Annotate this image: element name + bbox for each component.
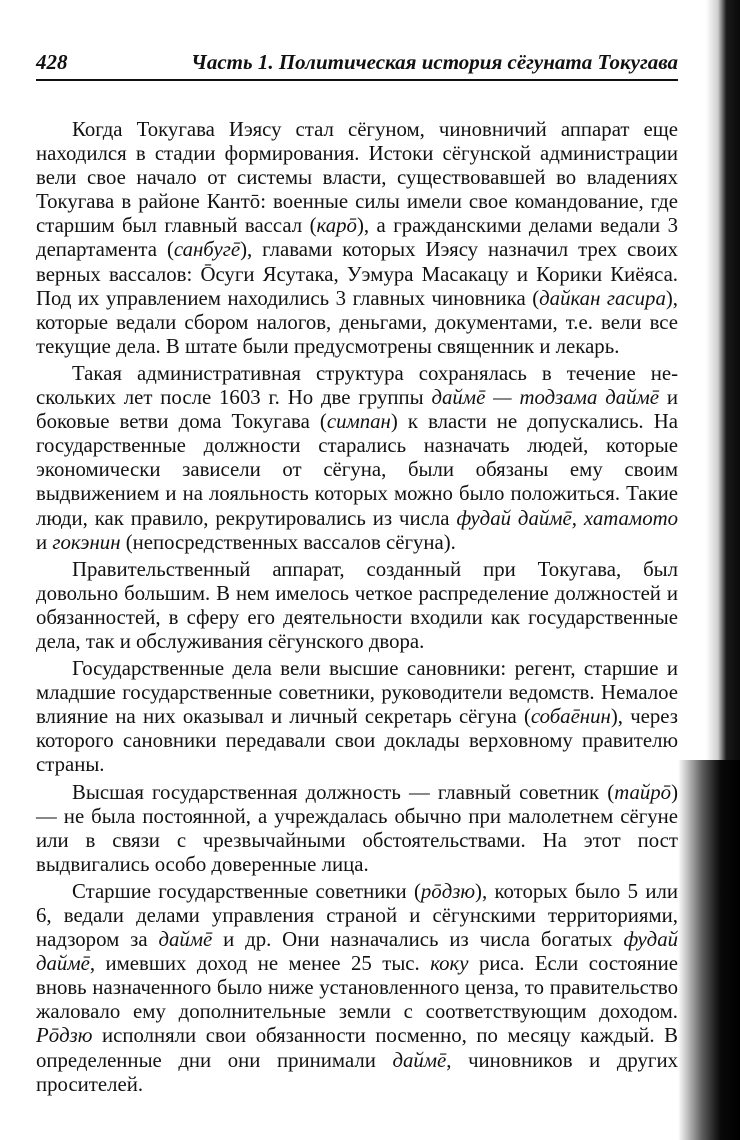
paragraph-3 <box>36 558 678 654</box>
text-run: (непосредственных вассалов сёгуна). <box>120 530 456 554</box>
page-number: 428 <box>36 50 68 74</box>
italic-term: фудай даймē, хатамото <box>456 506 679 530</box>
text-run: исполняли свои обязанности посменно, по месяцу каждый. В определенные дни они принимали <box>36 1024 678 1072</box>
text-run: Государственные дела вели высшие сановники: регент, старшие и младшие государственные советники, руководители ведомств. Немалое влияние на них оказывал и личный секретарь сёгуна ( <box>36 657 678 729</box>
text-run: ) — не была постоянной, а учреждалась обычно при малолетнем сёгуне или в связи с чрезвычайными обстоятельствами. На этот пост выдвигались особо доверенные лица. <box>36 780 678 876</box>
page-edge-shadow-lower <box>678 760 740 1140</box>
italic-term: собаēнин <box>530 705 611 729</box>
italic-term: карō <box>316 214 357 238</box>
italic-term: коку <box>430 952 469 976</box>
italic-term: рōдзю <box>420 879 476 903</box>
paragraph-1 <box>36 118 678 359</box>
text-run: риса. Если состояние вновь назначенного было ниже установленного ценза, то правительство жаловало ему дополнительные земли с соответствующим доходом. <box>36 952 679 1024</box>
italic-term: даймē — тодзама даймē <box>431 386 660 410</box>
text-run: Правительственный аппарат, созданный при Токугава, был довольно большим. В нем имелось четкое распределение должностей и обязанностей, в сферу его деятельности входили как государственные дела, так и обслуживания сёгунского двора. <box>36 557 678 653</box>
body-text <box>36 118 678 1097</box>
italic-term: фудай даймē <box>36 928 678 976</box>
italic-term: даймē <box>392 1048 447 1072</box>
page-header <box>36 46 678 78</box>
text-run: и др. Они назначались из числа богатых <box>212 928 624 952</box>
text-run: Такая административная структура сохранялась в течение нескольких лет после 1603 г. Но две группы <box>36 361 678 410</box>
italic-term: симпан <box>326 410 391 434</box>
text-run: Старшие государственные советники ( <box>72 879 421 903</box>
text-run: , имевших доход не менее 25 тыс. <box>89 952 431 976</box>
text-run: ), а гражданскими делами ведали 3 департамента ( <box>36 214 679 262</box>
running-title: Часть 1. Политическая история сёгуната Токугава <box>191 50 678 74</box>
text-run: Когда Токугава Иэясу стал сёгуном, чиновничий аппарат еще находился в стадии формирования. Истоки сёгунской администрации вели свое начало от системы власти, существовавшей во владениях Токугава в районе Кантō: военные силы имели свое командование, где старшим был главный вассал ( <box>36 118 678 238</box>
paragraph-4 <box>36 657 678 777</box>
italic-term: даймē <box>158 928 213 952</box>
italic-term: тайрō <box>614 780 672 804</box>
text-run: ), которые ведали сбором налогов, деньгами, документами, т.е. вели все текущие дела. В штате были предусмотрены священник и лекарь. <box>36 286 678 358</box>
text-run: и <box>36 530 53 554</box>
italic-term: Рōдзю <box>36 1024 93 1048</box>
paragraph-2 <box>36 362 678 555</box>
paragraph-6 <box>36 880 678 1097</box>
text-run: ) к власти не допускались. На государственные должности старались назначать людей, которые экономически зависели от сёгуна, были обязаны ему своим выдвижением и на лояльность которых можно было положиться. Такие люди, как правило, рекрутировались из числа <box>36 410 678 530</box>
text-run: ), которых было 5 или 6, ведали делами управления страной и сёгунскими территориями, надзором за <box>36 879 678 952</box>
text-run: ), главами которых Иэясу назначил трех своих верных вассалов: Ōсуги Ясутака, Уэмура Масакацу и Корики Киёяса. Под их управлением находились 3 главных чиновника ( <box>36 238 679 310</box>
header-rule <box>36 79 678 81</box>
paragraph-5 <box>36 781 678 877</box>
text-run: Высшая государственная должность — главный советник ( <box>72 780 615 804</box>
text-run: , чиновников и других просителей. <box>36 1048 678 1096</box>
italic-term: санбугē <box>173 238 241 262</box>
italic-term: гокэнин <box>52 530 121 554</box>
italic-term: дайкан гасира <box>539 286 666 310</box>
text-run: ), через которого сановники передавали свои доклады верховному правителю страны. <box>36 705 678 777</box>
text-run: и боковые ветви дома Токугава ( <box>36 386 678 434</box>
